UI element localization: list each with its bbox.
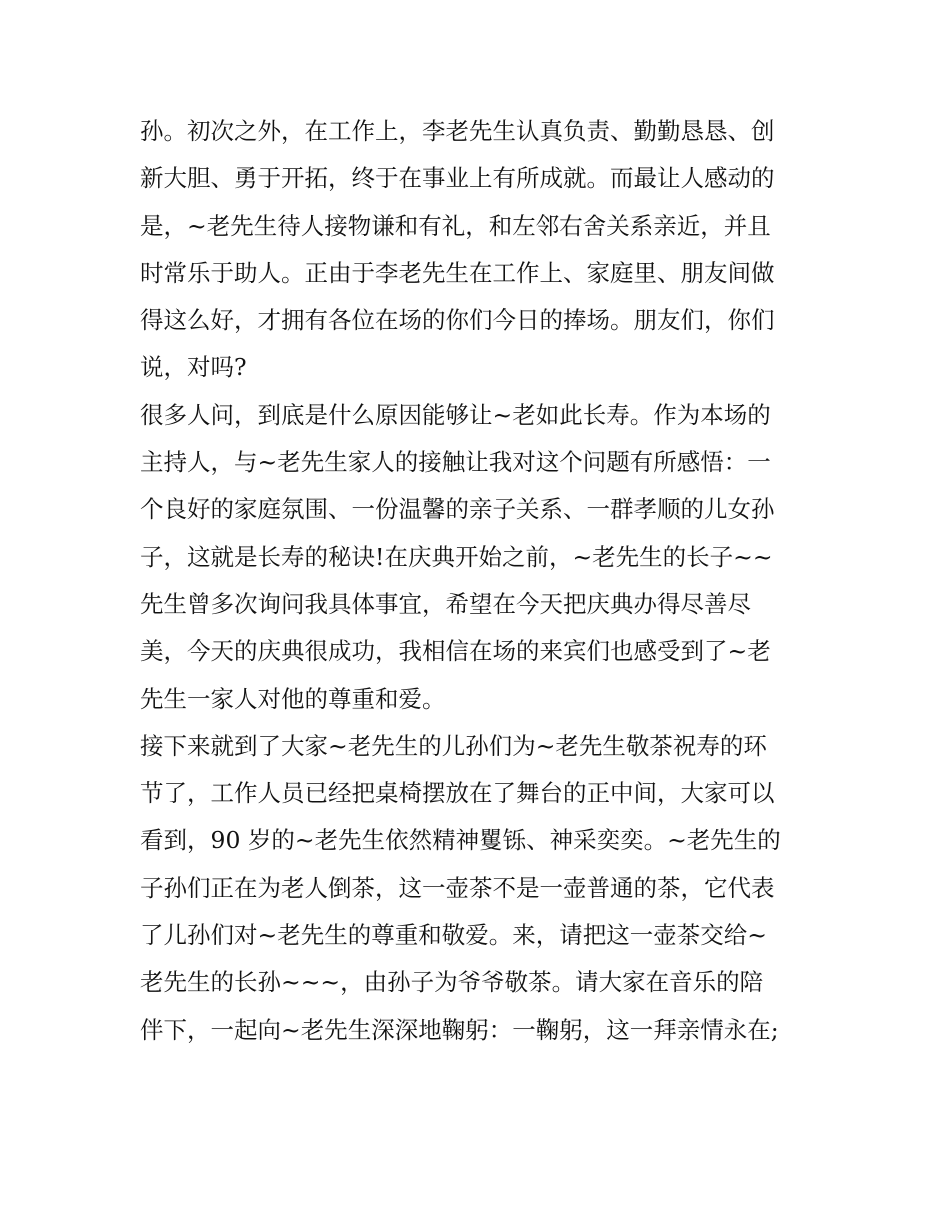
text-line: 看到，90 岁的~老先生依然精神矍铄、神采奕奕。~老先生的 <box>140 826 781 855</box>
text-line: 孙。初次之外，在工作上，李老先生认真负责、勤勤恳恳、创 <box>140 117 775 145</box>
text-line: 先生曾多次询问我具体事宜，希望在今天把庆典办得尽善尽 <box>140 589 751 618</box>
text-line: 时常乐于助人。正由于李老先生在工作上、家庭里、朋友间做 <box>140 258 775 287</box>
text-line: 伴下，一起向~老先生深深地鞠躬：一鞠躬，这一拜亲情永在; <box>140 1015 779 1044</box>
text-line: 子，这就是长寿的秘诀!在庆典开始之前，~老先生的长子~~ <box>140 542 773 571</box>
text-line: 接下来就到了大家~老先生的儿孙们为~老先生敬茶祝寿的环 <box>140 731 767 760</box>
text-line: 个良好的家庭氛围、一份温馨的亲子关系、一群孝顺的儿女孙 <box>140 495 775 524</box>
document-body <box>140 108 820 1054</box>
text-line: 子孙们正在为老人倒茶，这一壶茶不是一壶普通的茶，它代表 <box>140 873 775 902</box>
text-line: 老先生的长孙~~~，由孙子为爷爷敬茶。请大家在音乐的陪 <box>140 968 764 997</box>
text-line: 说，对吗? <box>140 353 247 382</box>
text-line: 得这么好，才拥有各位在场的你们今日的捧场。朋友们，你们 <box>140 306 775 335</box>
text-line: 了儿孙们对~老先生的尊重和敬爱。来，请把这一壶茶交给~ <box>140 921 767 950</box>
text-line: 节了，工作人员已经把桌椅摆放在了舞台的正中间，大家可以 <box>140 779 775 808</box>
text-line: 先生一家人对他的尊重和爱。 <box>140 684 446 713</box>
text-line: 主持人，与~老先生家人的接触让我对这个问题有所感悟：一 <box>140 448 771 477</box>
text-line: 新大胆、勇于开拓，终于在事业上有所成就。而最让人感动的 <box>140 164 775 193</box>
text-line: 是，~老先生待人接物谦和有礼，和左邻右舍关系亲近，并且 <box>140 211 771 240</box>
text-line: 美，今天的庆典很成功，我相信在场的来宾们也感受到了~老 <box>140 637 771 666</box>
text-line: 很多人问，到底是什么原因能够让~老如此长寿。作为本场的 <box>140 400 771 429</box>
